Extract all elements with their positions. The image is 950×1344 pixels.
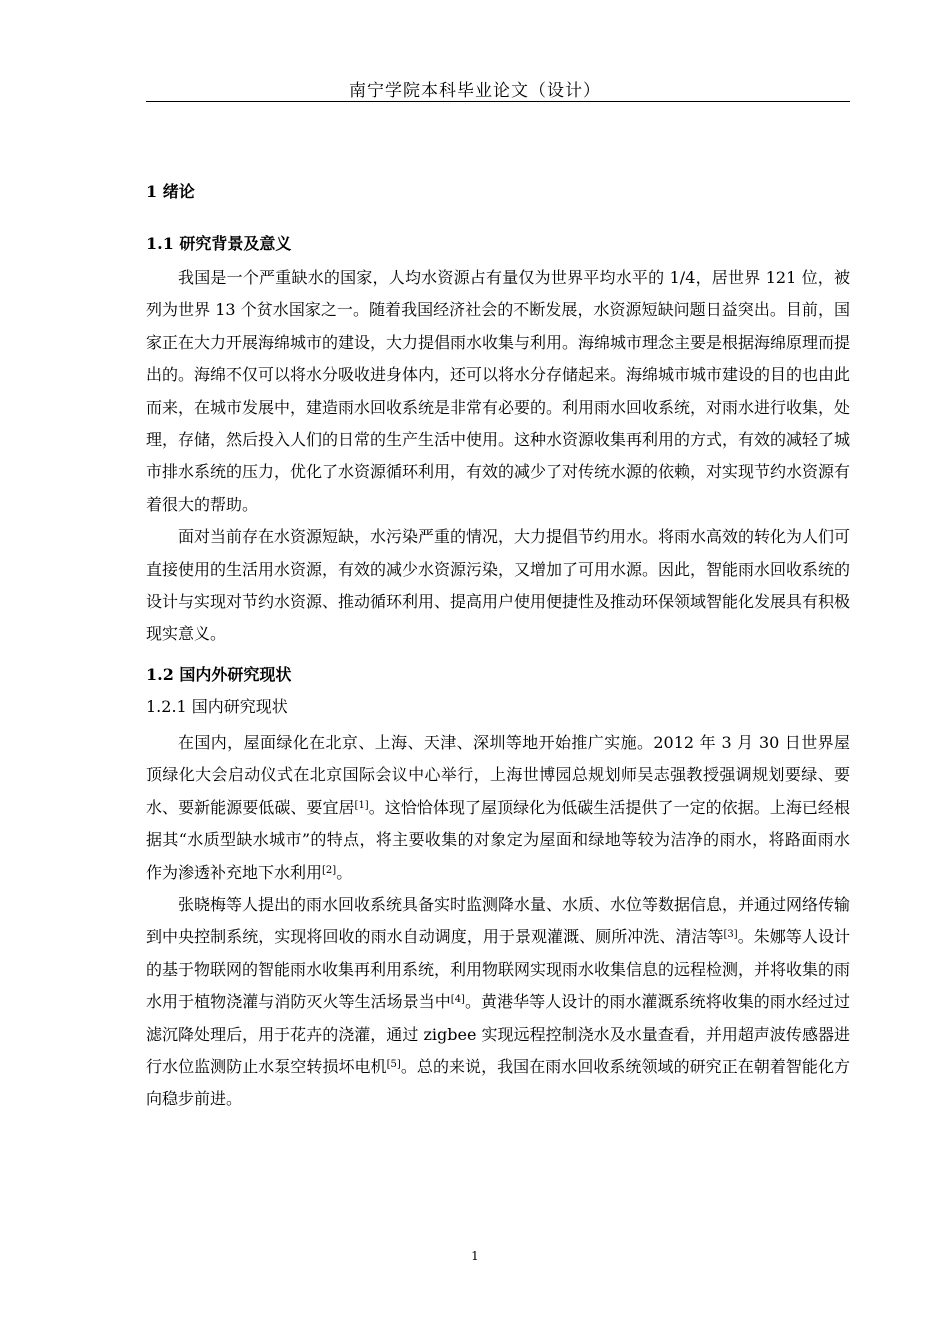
text-run: 。朱娜等人设计的基于物联网的智能雨水收集再利用系统，利用物联网实现雨水收集信息的远程检测，并将收集的雨水用于植物浇灌与消防灭火等生活场景当中 <box>146 927 851 1012</box>
citation-ref-3: [3] <box>723 929 738 941</box>
text-run: 。总的来说，我国在雨水回收系统领域的研究正在朝着智能化方向稳步前进。 <box>146 1056 850 1109</box>
text-run: 。 <box>336 862 353 882</box>
citation-ref-4: [4] <box>450 994 465 1006</box>
running-header: 南宁学院本科毕业论文（设计） <box>349 81 601 101</box>
section-heading-research-status: 1.2 国内外研究现状 <box>146 664 292 684</box>
text-run: 在国内，屋面绿化在北京、上海、天津、深圳等地开始推广实施。2012 年 3 月 30 日世界屋顶绿化大会启动仪式在北京国际会议中心举行，上海世博园总规划师吴志强教授强调规划要绿、要水、要新能源要低碳、要宜居 <box>146 732 850 817</box>
paragraph-background-2: 面对当前存在水资源短缺，水污染严重的情况，大力提倡节约用水。将雨水高效的转化为人们可直接使用的生活用水资源，有效的减少水资源污染，又增加了可用水源。因此，智能雨水回收系统的设计与实现对节约水资源、推动循环利用、提高用户使用便捷性及推动环保领域智能化发展具有积极现实意义。 <box>146 527 851 644</box>
page-number: 1 <box>471 1249 479 1263</box>
text-run: 。这恰恰体现了屋顶绿化为低碳生活提供了一定的依据。上海已经根据其“水质型缺水城市”的特点，将主要收集的对象定为屋面和绿地等较为洁净的雨水，将路面雨水作为渗透补充地下水利用 <box>146 797 850 882</box>
paragraph-domestic-2 <box>146 889 850 1116</box>
text-run: 张晓梅等人提出的雨水回收系统具备实时监测降水量、水质、水位等数据信息，并通过网络传输到中央控制系统，实现将回收的雨水自动调度，用于景观灌溉、厕所冲洗、清洁等 <box>146 894 851 947</box>
citation-ref-5: [5] <box>386 1058 401 1070</box>
subsection-heading-domestic: 1.2.1 国内研究现状 <box>146 696 288 716</box>
page-body <box>146 178 850 1116</box>
header-rule <box>146 101 850 102</box>
text-run: 。黄港华等人设计的雨水灌溉系统将收集的雨水经过过滤沉降处理后，用于花卉的浇灌，通过 zigbee 实现远程控制浇水及水量查看，并用超声波传感器进行水位监测防止水泵空转损坏电机 <box>146 992 850 1076</box>
paragraph-background-1: 我国是一个严重缺水的国家，人均水资源占有量仅为世界平均水平的 1/4，居世界 121 位，被列为世界 13 个贫水国家之一。随着我国经济社会的不断发展，水资源短缺问题日益突出。目前，国家正在大力开展海绵城市的建设，大力提倡雨水收集与利用。海绵城市理念主要是根据海绵原理而提出的。海绵不仅可以将水分吸收进身体内，还可以将水分存储起来。海绵城市城市建设的目的也由此而来，在城市发展中，建造雨水回收系统是非常有必要的。利用雨水回收系统，对雨水进行收集，处理，存储，然后投入人们的日常的生产生活中使用。这种水资源收集再利用的方式，有效的减轻了城市排水系统的压力，优化了水资源循环利用，有效的减少了对传统水源的依赖，对实现节约水资源有着很大的帮助。 <box>146 268 851 514</box>
section-heading-background: 1.1 研究背景及意义 <box>146 234 292 253</box>
chapter-heading: 1 绪论 <box>146 182 195 201</box>
citation-ref-1: [1] <box>354 799 369 811</box>
citation-ref-2: [2] <box>322 864 337 876</box>
paragraph-domestic-1 <box>146 727 850 889</box>
